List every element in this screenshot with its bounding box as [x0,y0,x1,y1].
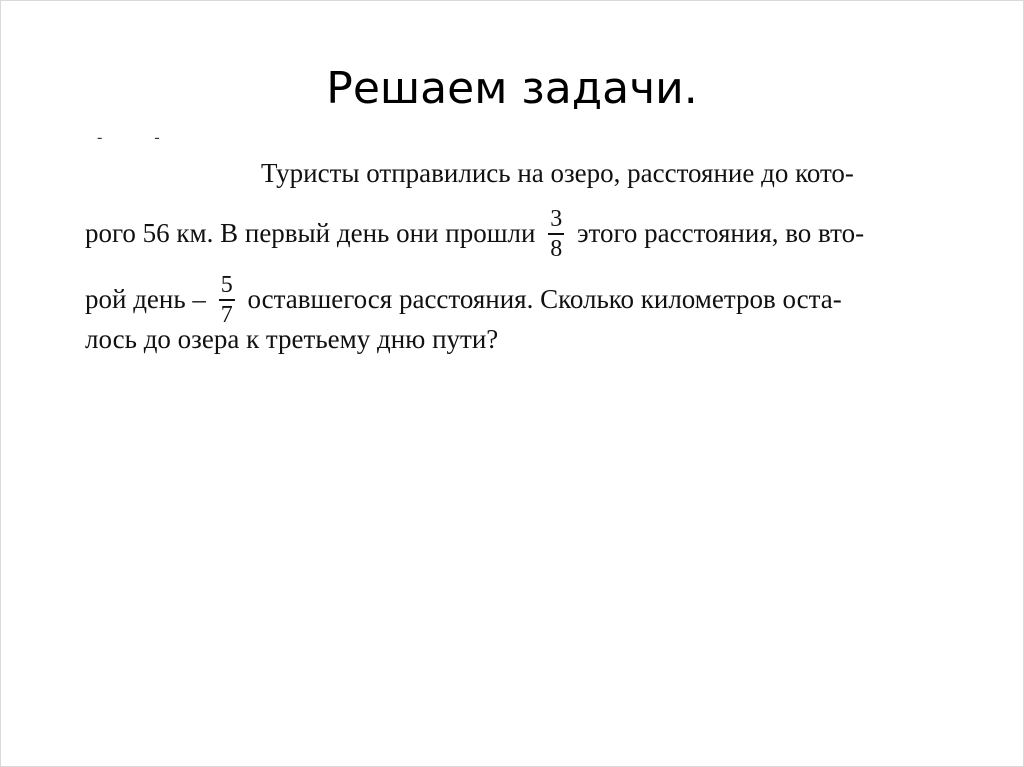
slide-title: Решаем задачи. [326,63,698,114]
fraction-numerator: 5 [219,273,235,301]
problem-line-3-end: оставшегося расстояния. Сколько километров оста- [247,284,842,315]
problem-line-2-end: этого расстояния, во вто- [576,218,865,249]
fraction-denominator: 7 [220,302,233,328]
fraction-denominator: 8 [550,236,563,262]
scan-marks: - - [97,129,184,146]
problem-line-3 [85,272,842,328]
problem-line-3-start: рой день – [85,284,206,315]
fraction-three-eighths [548,207,564,261]
problem-line-1: Туристы отправились на озеро, расстояние до кото- [261,158,854,188]
problem-line-2 [85,206,865,262]
problem-line-4: лось до озера к третьему дню пути? [85,324,499,354]
fraction-numerator: 3 [548,207,564,235]
problem-line-2-start: рого 56 км. В первый день они прошли [85,218,536,249]
